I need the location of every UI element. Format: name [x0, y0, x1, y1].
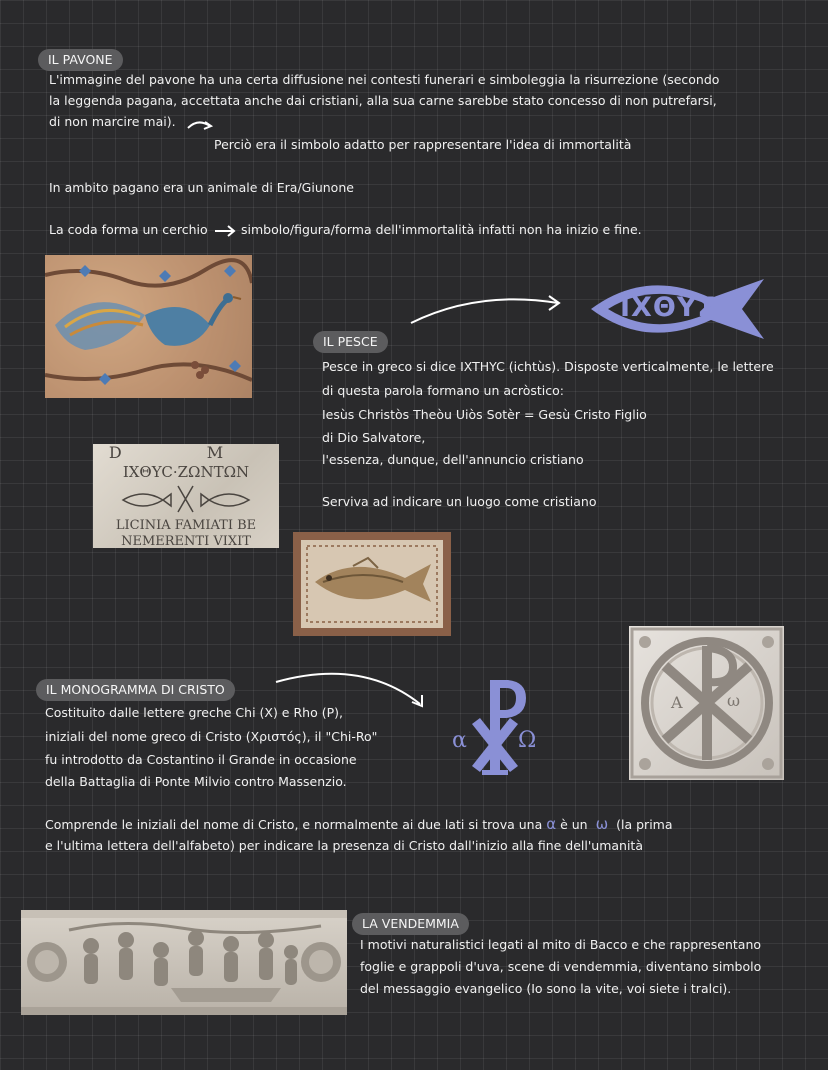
monogramma-text-line6: e l'ultima lettera dell'alfabeto) per indicare la presenza di Cristo dall'inizio alla fine dell'umanità — [45, 838, 643, 853]
vendemmia-text-line2: foglie e grappoli d'uva, scene di vendemmia, diventano simbolo — [360, 959, 762, 974]
pavone-tail-start: La coda forma un cerchio — [49, 222, 208, 237]
section-title-pesce: IL PESCE — [313, 331, 388, 353]
ichthys-symbol — [586, 276, 772, 342]
pesce-text-line3: Iesùs Christòs Theòu Uiòs Sotèr = Gesù Cristo Figlio — [322, 407, 647, 422]
inscription-stone-image — [93, 444, 279, 548]
curved-arrow-icon — [408, 285, 568, 330]
section-title-monogramma: IL MONOGRAMMA DI CRISTO — [36, 679, 235, 701]
monogramma-text-line1: Costituito dalle lettere greche Chi (X) e Rho (P), — [45, 705, 343, 720]
chi-rho-omega: Ω — [518, 728, 537, 753]
pesce-text-line5: l'essenza, dunque, dell'annuncio cristiano — [322, 452, 584, 467]
pavone-text-line2: la leggenda pagana, accettata anche dai cristiani, alla sua carne sarebbe stato concesso di non putrefarsi, — [49, 93, 717, 108]
chi-rho-relief-image — [629, 626, 784, 780]
monogramma-line5-part2: è un — [560, 817, 588, 832]
pesce-text-line4: di Dio Salvatore, — [322, 430, 426, 445]
section-title-vendemmia: LA VENDEMMIA — [352, 913, 469, 935]
monogramma-text-line2: iniziali del nome greco di Cristo (Χριστός), il "Chi-Ro" — [45, 729, 378, 744]
fish-mosaic-image — [293, 532, 451, 636]
curved-arrow-icon — [186, 116, 216, 136]
pavone-pagan: In ambito pagano era un animale di Era/Giunone — [49, 180, 354, 195]
right-arrow-icon — [214, 225, 236, 237]
omega-letter: ω — [595, 815, 609, 833]
monogramma-text-line5 — [45, 814, 673, 835]
vendemmia-text-line1: I motivi naturalistici legati al mito di Bacco e che rappresentano — [360, 937, 762, 952]
pavone-text-line3: di non marcire mai). — [49, 114, 176, 129]
stone-line-dm: D M — [108, 444, 264, 462]
stone-line-ichthys: IXΘYC·ZΩNTΩN — [122, 463, 250, 481]
section-title-pavone: IL PAVONE — [38, 49, 123, 71]
monogramma-line5-part1: Comprende le iniziali del nome di Cristo, e normalmente ai due lati si trova una — [45, 817, 543, 832]
vendemmia-text-line3: del messaggio evangelico (Io sono la vite, voi siete i tralci). — [360, 981, 732, 996]
monogramma-text-line3: fu introdotto da Costantino il Grande in occasione — [45, 752, 357, 767]
stone-line-licinia: LICINIA FAMIATI BE — [115, 518, 257, 533]
stone-line-nemerenti: NEMERENTI VIXIT — [121, 534, 251, 548]
chi-rho-symbol — [450, 676, 542, 776]
svg-text:A: A — [671, 693, 683, 712]
pesce-text-line1: Pesce in greco si dice IXTHYC (ichtùs). Disposte verticalmente, le lettere — [322, 359, 774, 374]
pavone-text-line1: L'immagine del pavone ha una certa diffusione nei contesti funerari e simboleggia la risurrezione (secondo — [49, 72, 720, 87]
monogramma-text-line4: della Battaglia di Ponte Milvio contro Massenzio. — [45, 774, 347, 789]
peacock-mosaic-image — [45, 255, 252, 398]
pesce-text-line2: di questa parola formano un acròstico: — [322, 383, 565, 398]
pavone-tail-end: simbolo/figura/forma dell'immortalità infatti non ha inizio e fine. — [241, 222, 642, 237]
alpha-letter: α — [546, 815, 557, 833]
monogramma-line5-part3: (la prima — [616, 817, 673, 832]
sarcophagus-relief-image — [21, 910, 347, 1015]
pesce-text-line6: Serviva ad indicare un luogo come cristiano — [322, 494, 597, 509]
ichthys-text: IXΘYΣ — [620, 292, 717, 323]
svg-text:ω: ω — [727, 691, 741, 710]
chi-rho-alpha: α — [452, 728, 467, 753]
pavone-conclusion: Perciò era il simbolo adatto per rappresentare l'idea di immortalità — [214, 137, 632, 152]
